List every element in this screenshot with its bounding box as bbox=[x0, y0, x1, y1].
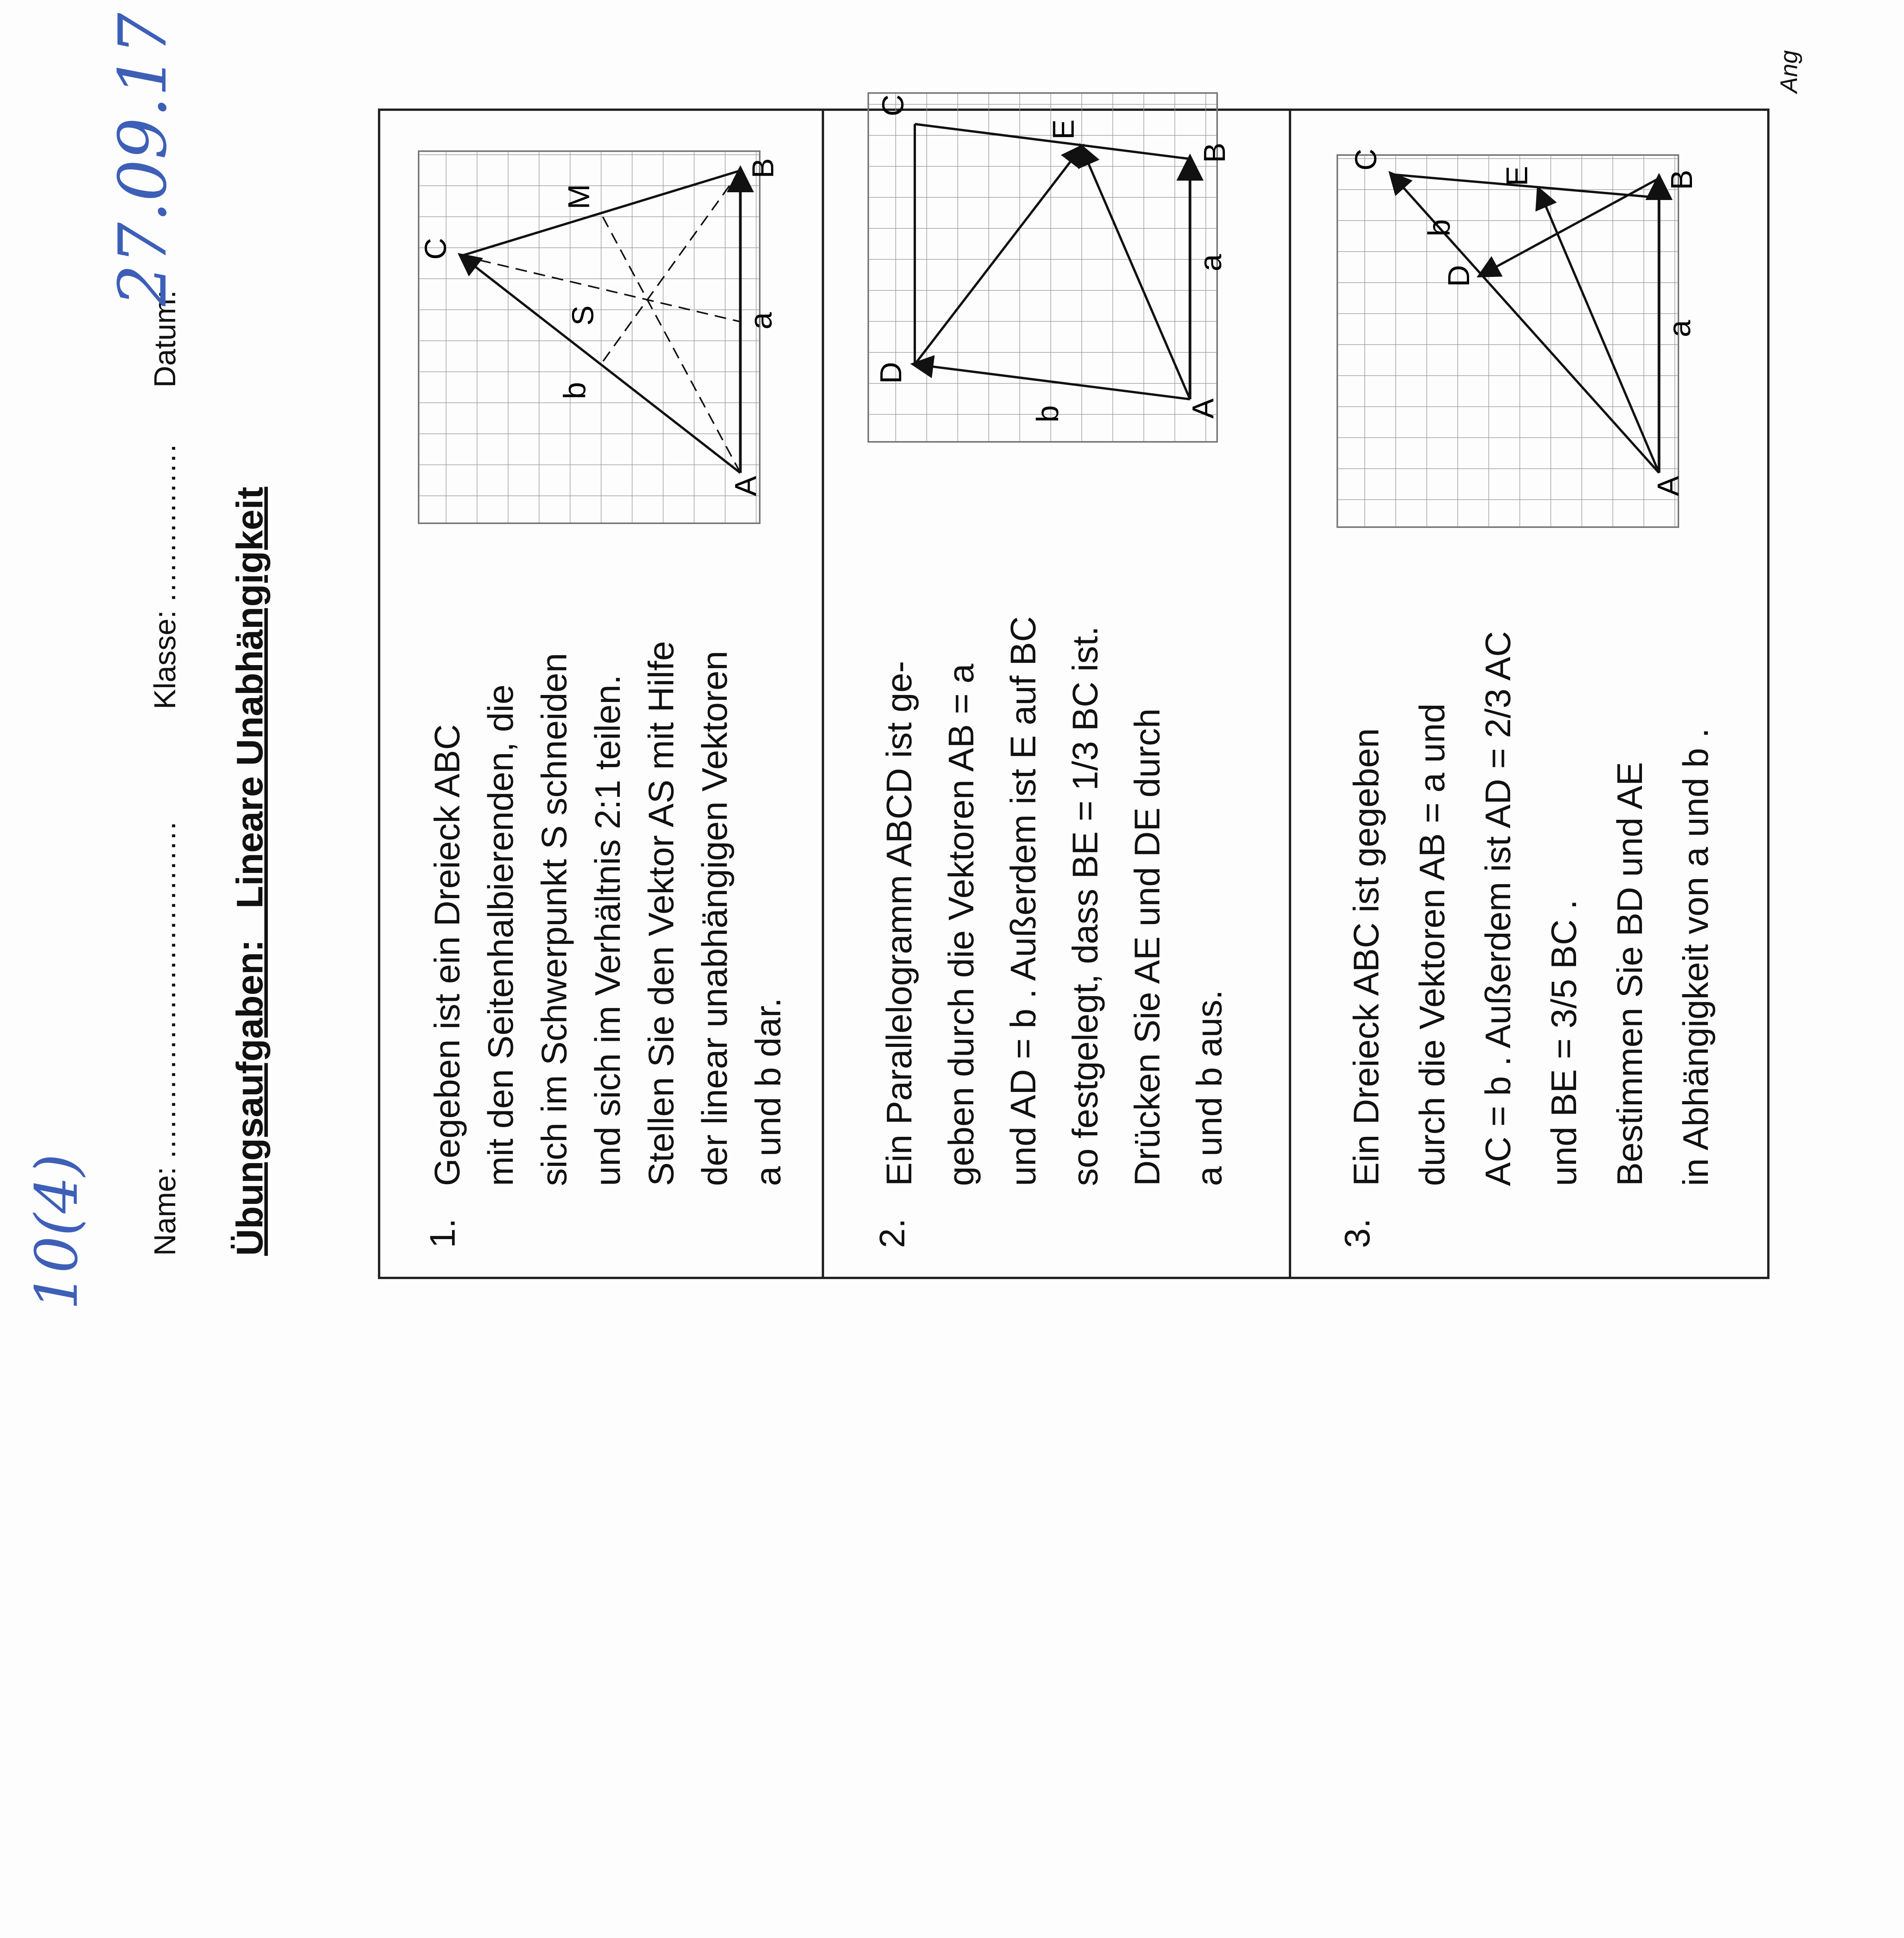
name-field bbox=[147, 820, 183, 1256]
label-a-point: A bbox=[1651, 476, 1685, 496]
label-b-point: B bbox=[1664, 169, 1699, 190]
figure-2 bbox=[864, 78, 1233, 446]
worksheet-title bbox=[229, 487, 271, 1256]
label-vector-a: a bbox=[743, 312, 778, 329]
task-1-text bbox=[421, 641, 795, 1186]
task-2-line: Ein Parallelogramm ABCD ist ge- bbox=[880, 661, 919, 1186]
task-1-line: Gegeben ist ein Dreieck ABC bbox=[428, 724, 467, 1186]
task-1-number: 1. bbox=[423, 1218, 462, 1248]
label-m-point: M bbox=[562, 184, 596, 209]
task-3-line: und BE = 3/5 BC . bbox=[1544, 899, 1584, 1186]
datum-value: 27.09.17 bbox=[105, 12, 181, 306]
klasse-field bbox=[147, 443, 183, 709]
label-vector-a: a bbox=[1193, 254, 1228, 271]
label-b-point: B bbox=[746, 158, 780, 178]
task-2-text bbox=[868, 616, 1240, 1186]
klasse-dots: ................ bbox=[148, 442, 182, 602]
klasse-label: Klasse: bbox=[148, 610, 182, 709]
label-vector-b: b bbox=[1422, 219, 1456, 236]
task-2-line: Drücken Sie AE und DE durch bbox=[1128, 708, 1167, 1186]
task-3-number: 3. bbox=[1338, 1218, 1377, 1248]
label-d-point: D bbox=[1442, 265, 1476, 287]
task-3-text bbox=[1333, 631, 1729, 1186]
task-3-line: in Abhängigkeit von a und b . bbox=[1676, 728, 1716, 1186]
label-c-point: C bbox=[418, 238, 452, 260]
label-vector-a: a bbox=[1662, 320, 1697, 337]
figure-1 bbox=[415, 140, 783, 527]
label-c-point: C bbox=[876, 94, 910, 116]
task-3-line: durch die Vektoren AB = a und bbox=[1412, 703, 1452, 1186]
task-1-line: mit den Seitenhalbierenden, die bbox=[481, 684, 521, 1186]
label-d-point: D bbox=[874, 362, 908, 384]
task-3-line: Bestimmen Sie BD und AE bbox=[1610, 762, 1650, 1186]
label-a-point: A bbox=[1186, 398, 1220, 419]
grid-background bbox=[1337, 155, 1678, 527]
footer-ang: Ang bbox=[1776, 50, 1802, 93]
title-prefix: Übungsaufgaben: bbox=[229, 940, 271, 1256]
task-2-line: und AD = b . Außerdem ist E auf BC bbox=[1004, 616, 1043, 1186]
grid-background bbox=[868, 93, 1217, 442]
task-1-line: Stellen Sie den Vektor AS mit Hilfe bbox=[642, 641, 681, 1186]
task-2-line: so festgelegt, dass BE = 1/3 BC ist. bbox=[1066, 626, 1105, 1186]
corner-note: 10(4) bbox=[23, 1153, 91, 1310]
title-topic: Lineare Unabhängigkeit bbox=[229, 486, 271, 909]
task-1-line: a und b dar. bbox=[748, 998, 788, 1186]
label-s-point: S bbox=[566, 305, 600, 326]
task-3-line: Ein Dreieck ABC ist gegeben bbox=[1347, 728, 1386, 1186]
label-e-point: E bbox=[1046, 119, 1080, 140]
datum-label: Datum: bbox=[148, 290, 182, 388]
task-2-number: 2. bbox=[873, 1218, 912, 1248]
panel-divider-2 bbox=[1289, 109, 1291, 1279]
label-c-point: C bbox=[1349, 148, 1383, 171]
name-dots: .................................. bbox=[148, 820, 182, 1159]
figure-3 bbox=[1333, 143, 1702, 531]
task-3-line: AC = b . Außerdem ist AD = 2/3 AC bbox=[1478, 631, 1518, 1186]
name-label: Name: bbox=[148, 1167, 182, 1256]
panel-divider-1 bbox=[822, 109, 824, 1279]
task-2-line: a und b aus. bbox=[1190, 990, 1229, 1186]
label-a-point: A bbox=[728, 476, 762, 496]
task-1-line: der linear unabhängigen Vektoren bbox=[695, 650, 735, 1186]
label-vector-b: b bbox=[557, 382, 592, 399]
label-e-point: E bbox=[1500, 166, 1534, 186]
task-1-line: und sich im Verhältnis 2:1 teilen. bbox=[588, 674, 628, 1186]
task-1-line: sich im Schwerpunkt S schneiden bbox=[535, 653, 574, 1186]
label-b-point: B bbox=[1197, 142, 1231, 163]
label-vector-b: b bbox=[1030, 405, 1065, 422]
task-2-line: geben durch die Vektoren AB = a bbox=[942, 664, 981, 1186]
